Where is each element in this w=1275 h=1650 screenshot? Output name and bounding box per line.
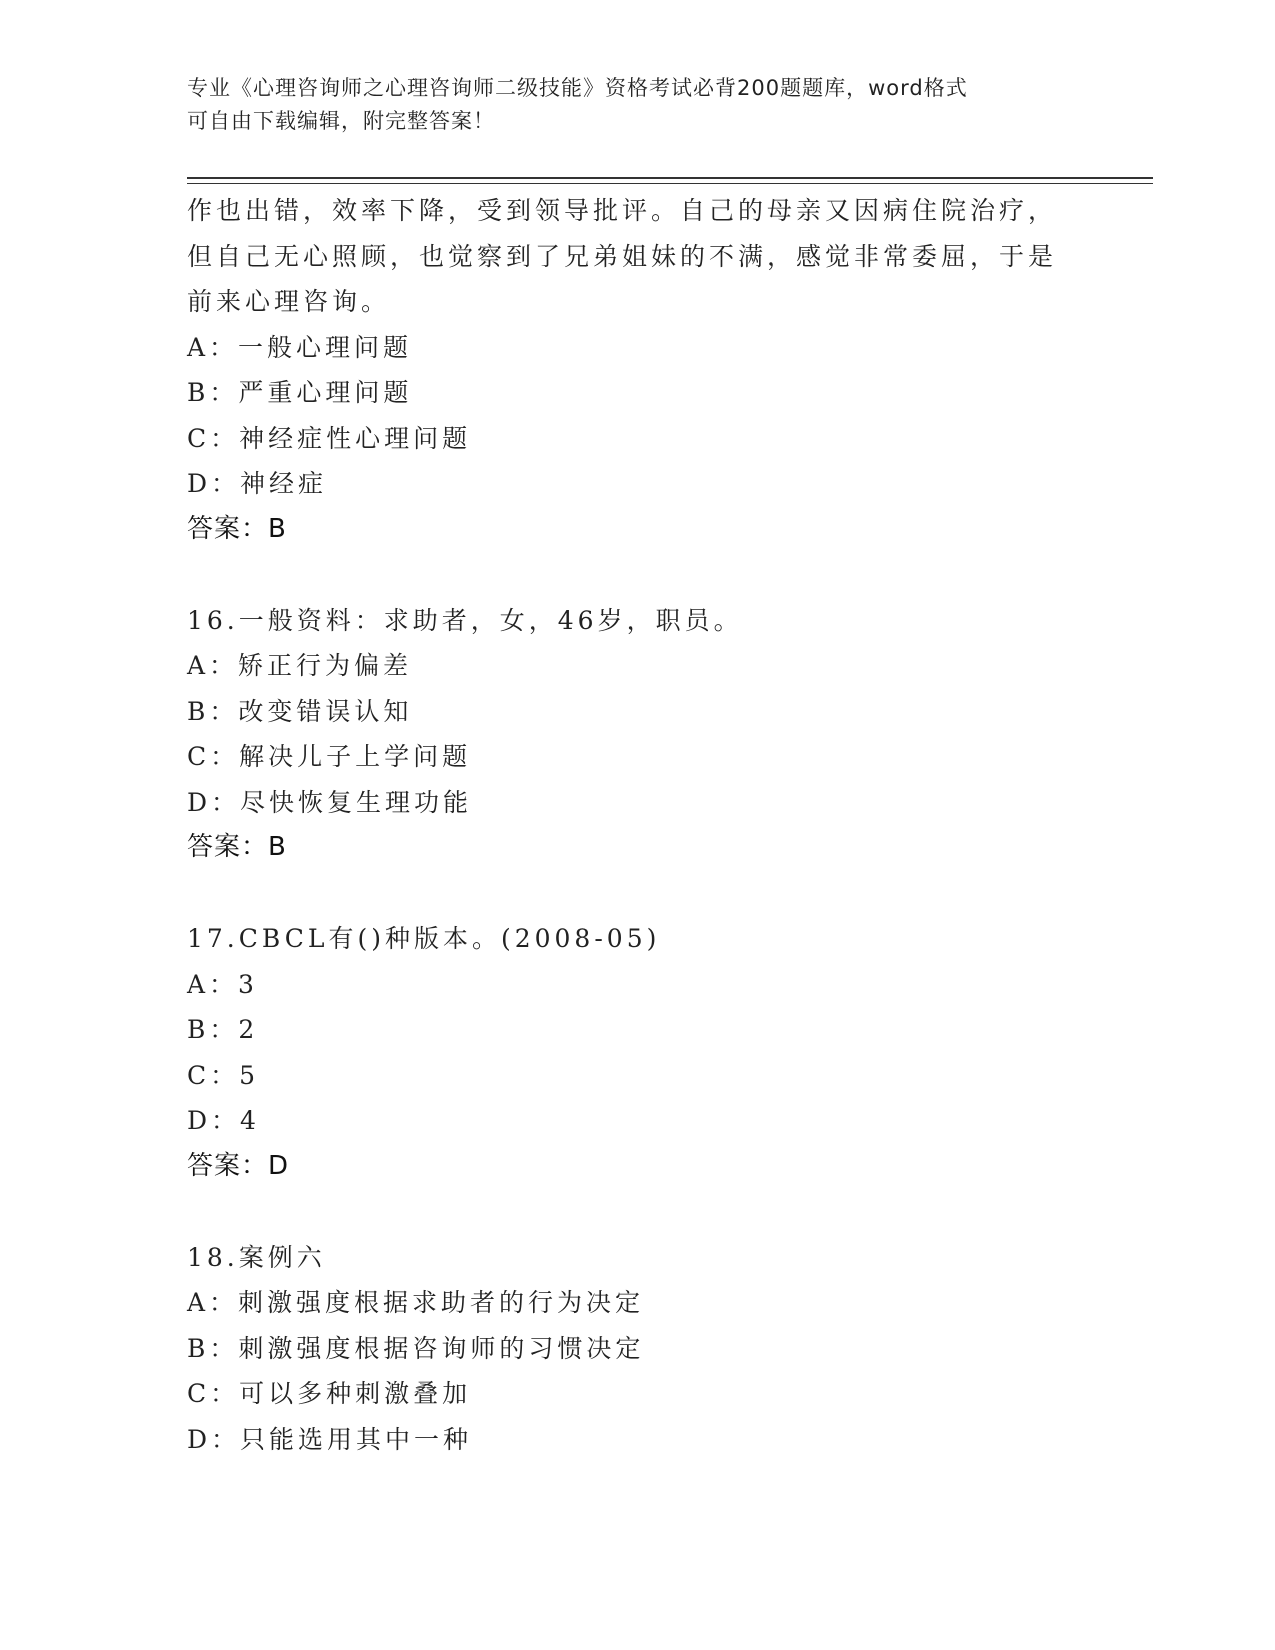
option-d: D：4 (187, 1106, 260, 1135)
option-a: A：刺激强度根据求助者的行为决定 (187, 1288, 645, 1317)
document-header (187, 72, 1067, 138)
option-c: C：可以多种刺激叠加 (187, 1379, 472, 1408)
question-text-line: 作也出错，效率下降，受到领导批评。自己的母亲又因病住院治疗， (187, 196, 1058, 225)
question-18-block (187, 1235, 1087, 1463)
answer-line: 答案：B (187, 513, 287, 544)
spacer (187, 1189, 1087, 1235)
question-17-block (187, 916, 1087, 1189)
question-16-block (187, 598, 1087, 871)
question-15-block (187, 188, 1087, 552)
option-b: B：严重心理问题 (187, 378, 413, 407)
option-a: A：一般心理问题 (187, 332, 413, 362)
spacer (187, 871, 1087, 917)
option-b: B：刺激强度根据咨询师的习惯决定 (187, 1333, 645, 1363)
option-c: C：解决儿子上学问题 (187, 742, 472, 771)
header-rule-thin (187, 183, 1153, 184)
answer-line: 答案：B (187, 832, 287, 862)
question-text: 16.一般资料：求助者，女，46岁，职员。 (187, 605, 743, 635)
document-body (187, 188, 1087, 1462)
option-b: B：2 (187, 1015, 259, 1044)
answer-line: 答案：D (187, 1150, 290, 1181)
question-text: 17.CBCL有()种版本。(2008-05) (187, 924, 661, 953)
question-text-line: 前来心理咨询。 (187, 287, 391, 316)
option-b: B：改变错误认知 (187, 696, 413, 726)
header-line-1: 专业《心理咨询师之心理咨询师二级技能》资格考试必背200题题库，word格式 (187, 76, 968, 100)
question-text: 18.案例六 (187, 1242, 326, 1272)
option-d: D：尽快恢复生理功能 (187, 787, 473, 817)
option-c: C：神经症性心理问题 (187, 423, 472, 453)
spacer (187, 552, 1087, 598)
option-d: D：神经症 (187, 469, 328, 498)
option-a: A：3 (187, 969, 258, 999)
option-d: D：只能选用其中一种 (187, 1424, 473, 1454)
option-c: C：5 (187, 1060, 260, 1090)
header-line-2: 可自由下载编辑，附完整答案！ (187, 109, 495, 133)
question-text-line: 但自己无心照顾，也觉察到了兄弟姐妹的不满，感觉非常委屈，于是 (187, 241, 1058, 271)
header-rule-thick (187, 177, 1153, 179)
option-a: A：矫正行为偏差 (187, 651, 413, 680)
